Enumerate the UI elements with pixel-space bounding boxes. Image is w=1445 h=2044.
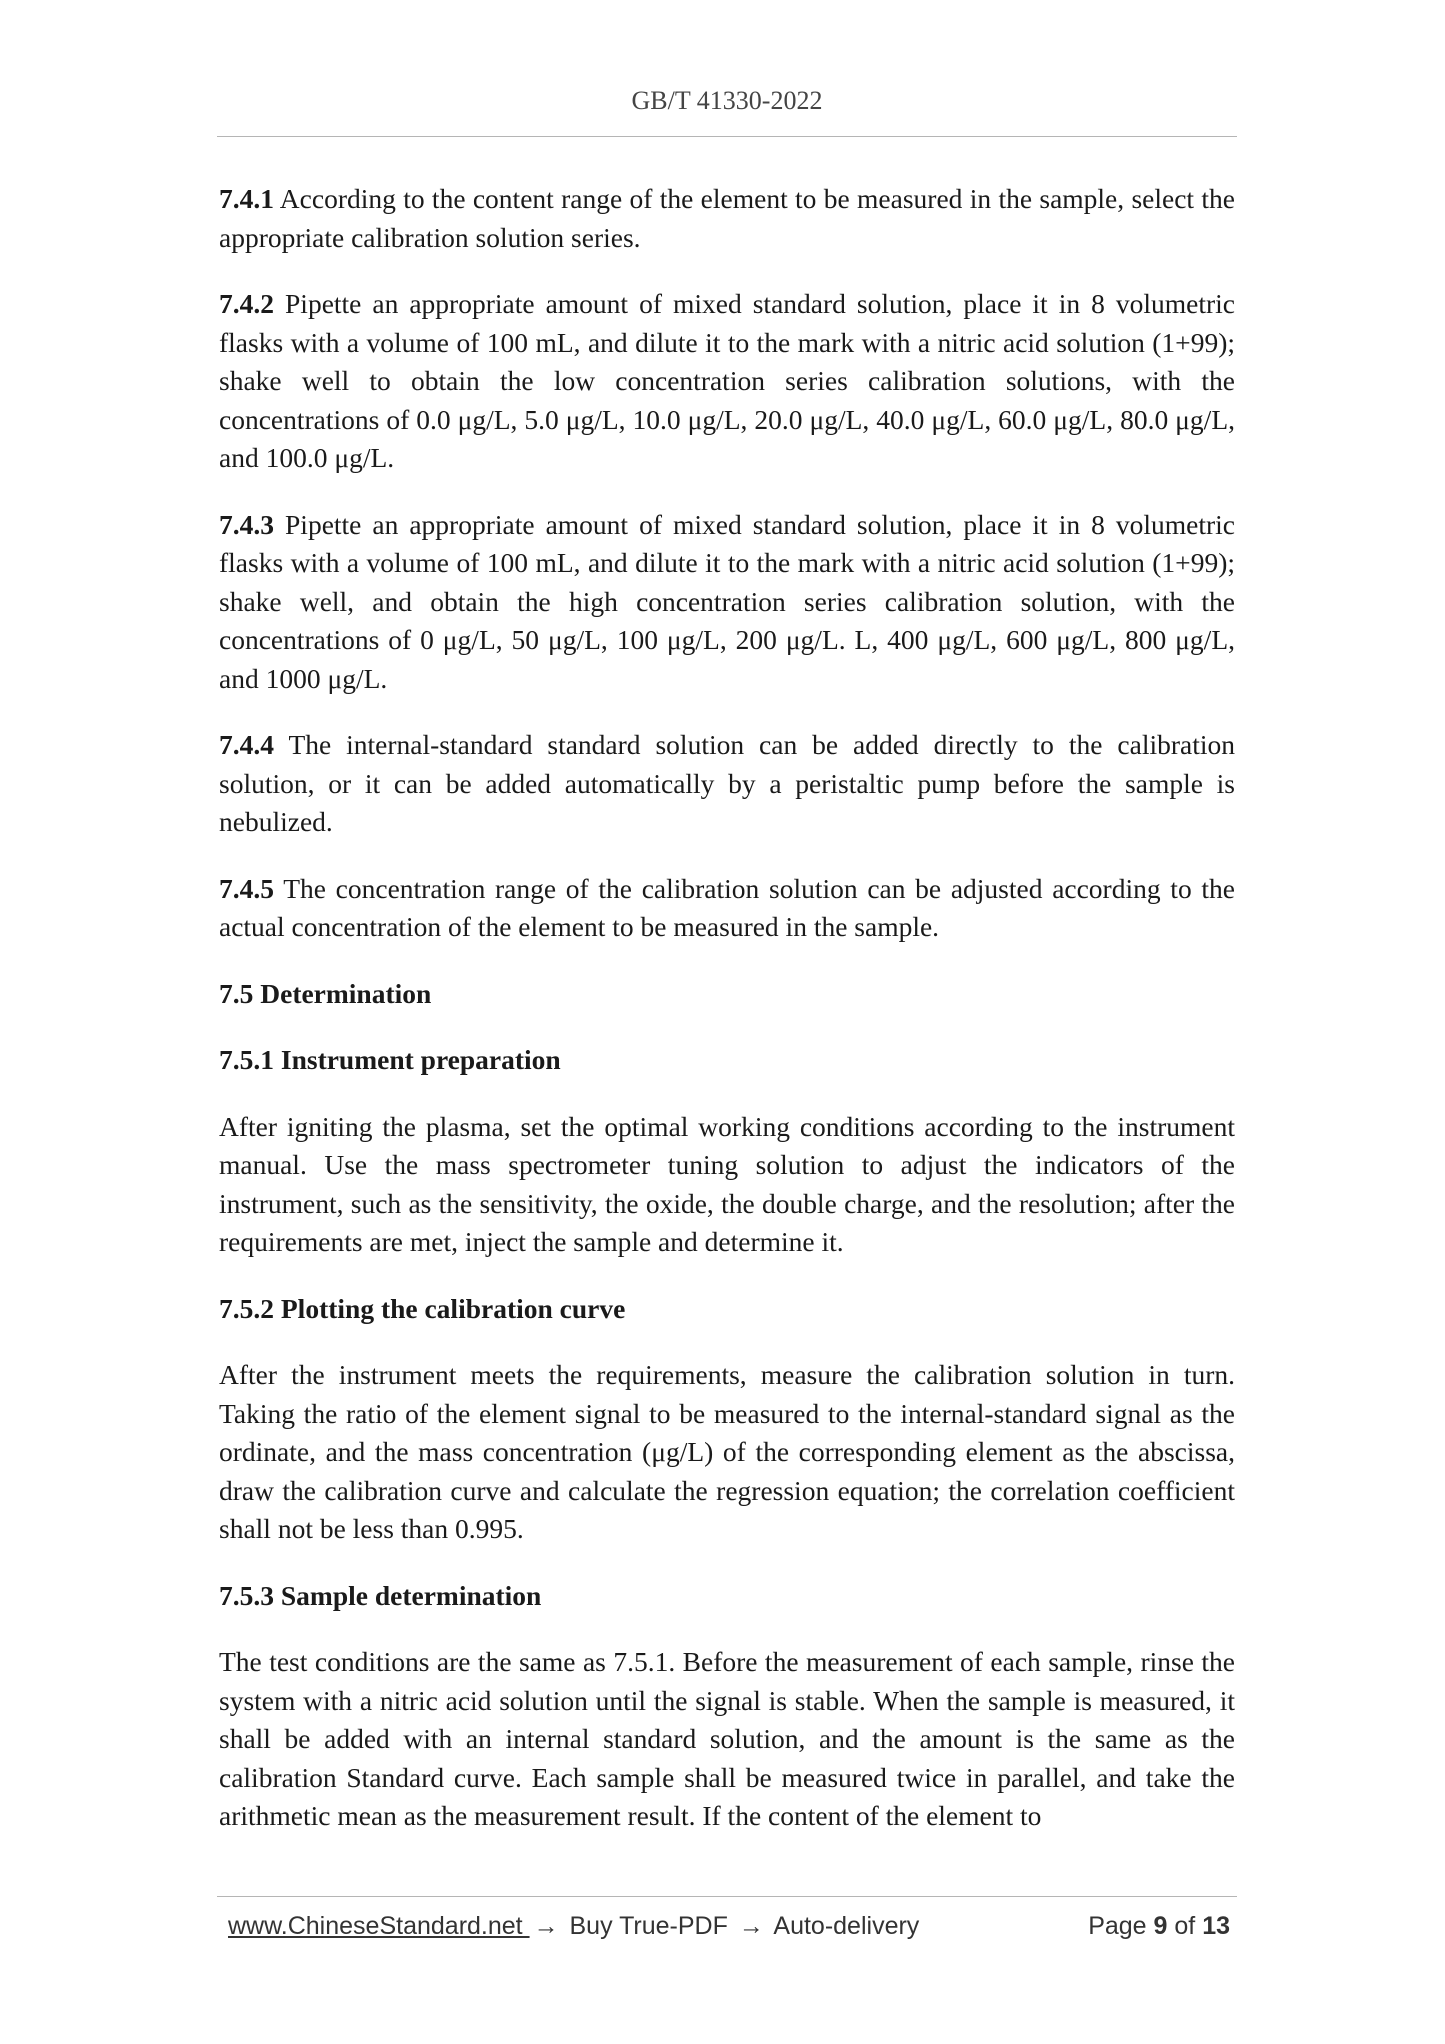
heading-7-5-2: 7.5.2 Plotting the calibration curve: [219, 1292, 626, 1324]
page-header: GB/T 41330-2022: [631, 86, 823, 115]
paragraph-7-5-3: The test conditions are the same as 7.5.1. Before the measurement of each sample, rinse the system with a nitric acid solution until the signal is stable. When the sample is measured, it shall be added with an internal standard solution, and the amount is the same as the calibration Standard curve. Each sample shall be measured twice in parallel, and take the arithmetic mean as the measurement result. If the content of the element to: [219, 1646, 1235, 1831]
clause-text: The concentration range of the calibration solution can be adjusted according to the actual concentration of the element to be measured in the sample.: [219, 872, 1235, 942]
heading-7-5: 7.5 Determination: [219, 977, 432, 1009]
clause-number: 7.4.1: [219, 183, 274, 214]
website-link[interactable]: www.ChineseStandard.net: [228, 1912, 530, 1940]
clause-number: 7.4.3: [219, 508, 274, 540]
heading-7-5-1: 7.5.1 Instrument preparation: [219, 1044, 561, 1075]
footer-divider: [217, 1896, 1237, 1897]
auto-delivery-text: Auto-delivery: [767, 1912, 920, 1940]
total-pages: 13: [1202, 1912, 1230, 1940]
paragraph-7-5-2: After the instrument meets the requirements, measure the calibration solution in turn. Taking the ratio of the element signal to be measured to the internal-standard signal as the ordinate, and the mass concentration (μg/L) of the corresponding element as the abscissa, draw the calibration curve and calculate the regression equation; the correlation coefficient shall not be less than 0.995.: [219, 1359, 1235, 1544]
footer-promo: [228, 1912, 919, 1941]
clause-number: 7.4.4: [219, 729, 274, 760]
page-footer: [228, 1912, 1230, 1941]
clause-number: 7.4.5: [219, 872, 274, 904]
document-body: [219, 180, 1235, 1864]
clause-text: Pipette an appropriate amount of mixed standard solution, place it in 8 volumetric flasks with a volume of 100 mL, and dilute it to the mark with a nitric acid solution (1+99); shake well, and obtain the high concentration series calibration solution, with the concentrations of 0 μg/L, 50 μg/L, 100 μg/L, 200 μg/L. L, 400 μg/L, 600 μg/L, 800 μg/L, and 1000 μg/L.: [219, 508, 1235, 694]
clause-7-4-5: [219, 870, 1235, 947]
of-label: of: [1167, 1912, 1203, 1940]
arrow-right-icon: →: [533, 1912, 559, 1940]
heading-7-5-3: 7.5.3 Sample determination: [219, 1579, 542, 1611]
paragraph-7-5-1: After igniting the plasma, set the optimal working conditions according to the instrument manual. Use the mass spectrometer tuning solution to adjust the indicators of the instrument, such as the sensitivity, the oxide, the double charge, and the resolution; after the requirements are met, inject the sample and determine it.: [219, 1110, 1235, 1257]
arrow-right-icon: →: [738, 1912, 764, 1940]
buy-pdf-text: Buy True-PDF: [562, 1912, 735, 1940]
clause-text: The internal-standard standard solution can be added directly to the calibration solution, or it can be added automatically by a peristaltic pump before the sample is nebulized.: [219, 729, 1235, 837]
header-divider: [217, 136, 1237, 137]
page-number: [1088, 1912, 1230, 1941]
clause-number: 7.4.2: [219, 288, 274, 319]
page-label: Page: [1088, 1912, 1154, 1940]
clause-text: Pipette an appropriate amount of mixed standard solution, place it in 8 volumetric flasks with a volume of 100 mL, and dilute it to the mark with a nitric acid solution (1+99); shake well to obtain the low concentration series calibration solutions, with the concentrations of 0.0 μg/L, 5.0 μg/L, 10.0 μg/L, 20.0 μg/L, 40.0 μg/L, 60.0 μg/L, 80.0 μg/L, and 100.0 μg/L.: [219, 288, 1235, 473]
clause-7-4-2: [219, 285, 1235, 478]
clause-7-4-3: [219, 506, 1235, 699]
clause-7-4-4: [219, 726, 1235, 842]
clause-7-4-1: [219, 180, 1235, 257]
current-page: 9: [1153, 1912, 1168, 1940]
clause-text: According to the content range of the element to be measured in the sample, select the appropriate calibration solution series.: [219, 183, 1235, 253]
